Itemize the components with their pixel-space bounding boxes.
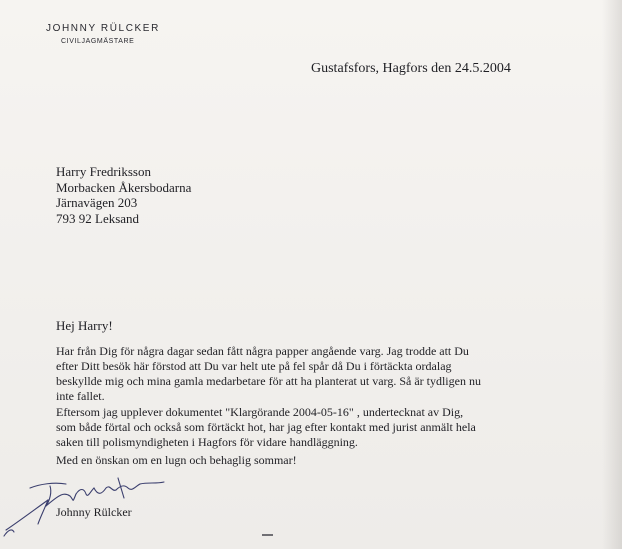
paragraph-2 [56, 405, 476, 450]
signer-name: Johnny Rülcker [56, 505, 132, 519]
paragraph-1-line: beskyllde mig och mina gamla medarbetare för att ha planterat ut varg. Så är tydligen nu [56, 374, 481, 388]
page-edge-shadow [602, 0, 622, 549]
paragraph-1-line: efter Ditt besök här förstod att Du var helt ute på fel spår då Du i förtäckta ordalag [56, 359, 452, 373]
paragraph-2-line: som både förtal och också som förtäckt hot, har jag efter kontakt med jurist anmält hela [56, 420, 476, 434]
closing-line: Med en önskan om en lugn och behaglig sommar! [56, 453, 297, 467]
letterhead-title: CIVILJAGMÄSTARE [61, 38, 135, 45]
recipient-line2: Morbacken Åkersbodarna [56, 179, 192, 195]
letterhead-name: JOHNNY RÜLCKER [46, 23, 160, 34]
recipient-street: Järnavägen 203 [56, 195, 138, 210]
recipient-postal: 793 92 Leksand [56, 210, 140, 226]
paragraph-2-line: saken till polismyndigheten i Hagfors för vidare handläggning. [56, 435, 358, 449]
greeting: Hej Harry! [56, 318, 113, 333]
recipient-address [56, 164, 191, 226]
scan-mark [262, 534, 273, 536]
recipient-name: Harry Fredriksson [56, 164, 151, 179]
paragraph-1 [56, 344, 481, 404]
paragraph-1-line: Har från Dig för några dagar sedan fått några papper angående varg. Jag trodde att Du [56, 344, 469, 358]
paragraph-1-line: inte fallet. [56, 389, 105, 403]
paragraph-2-line: Eftersom jag upplever dokumentet "Klargörande 2004-05-16" , undertecknat av Dig, [56, 405, 464, 419]
place-and-date: Gustafsfors, Hagfors den 24.5.2004 [311, 61, 511, 76]
